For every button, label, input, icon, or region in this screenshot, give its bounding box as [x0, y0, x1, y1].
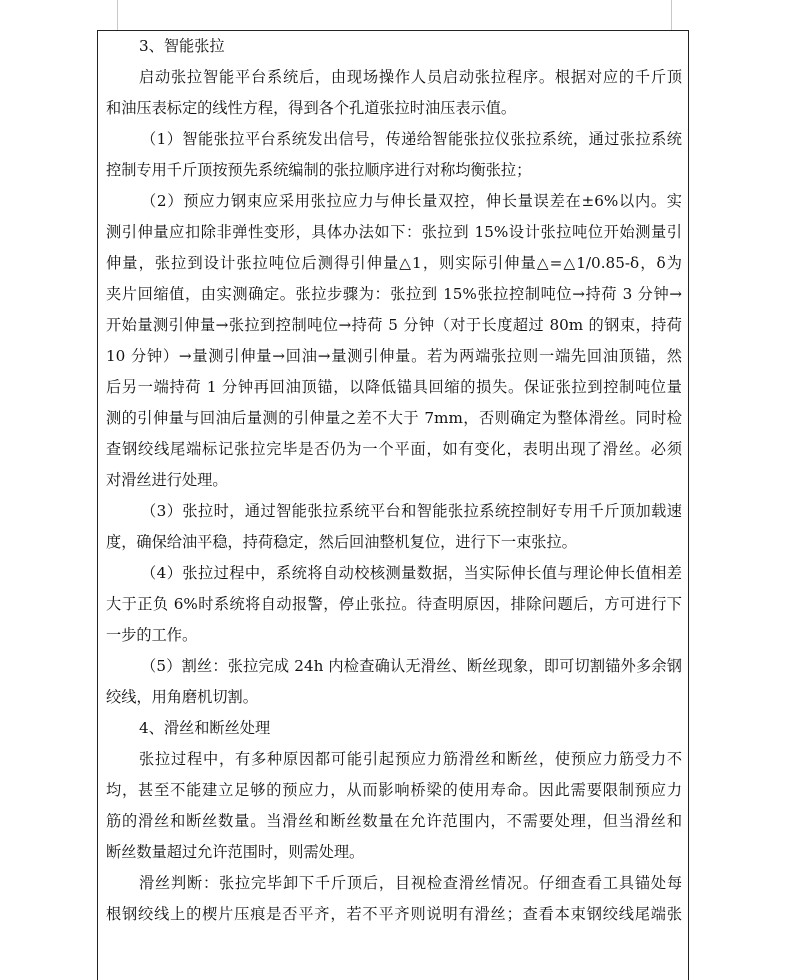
paragraph-line: 启动张拉智能平台系统后，由现场操作人员启动张拉程序。根据对应的千斤顶 [139, 68, 682, 86]
paragraph-line: （1）智能张拉平台系统发出信号，传递给智能张拉仪张拉系统，通过张拉系统 [141, 130, 682, 148]
paragraph-line: 开始量测引伸量→张拉到控制吨位→持荷 5 分钟（对于长度超过 80m 的钢束，持荷 [106, 316, 682, 334]
paragraph-line: 根钢绞线上的楔片压痕是否平齐，若不平齐则说明有滑丝；查看本束钢绞线尾端张 [106, 905, 682, 923]
paragraph-line: 测的引伸量与回油后量测的引伸量之差不大于 7mm，否则确定为整体滑丝。同时检 [106, 409, 682, 427]
paragraph-line: 测引伸量应扣除非弹性变形，具体办法如下：张拉到 15%设计张拉吨位开始测量引 [106, 223, 682, 241]
paragraph-line: 控制专用千斤顶按预先系统编制的张拉顺序进行对称均衡张拉； [106, 161, 532, 179]
paragraph-line: （4）张拉过程中，系统将自动校核测量数据，当实际伸长值与理论伸长值相差 [141, 564, 682, 582]
page-margin-guide-left [117, 0, 118, 30]
paragraph-line: 和油压表标定的线性方程，得到各个孔道张拉时油压表示值。 [106, 99, 517, 117]
document-body [106, 31, 682, 930]
paragraph-line: 断丝数量超过允许范围时，则需处理。 [106, 843, 365, 861]
paragraph-line: 大于正负 6%时系统将自动报警，停止张拉。待查明原因，排除问题后，方可进行下 [106, 595, 682, 613]
section-heading-3: 3、智能张拉 [139, 37, 225, 55]
paragraph-line: 筋的滑丝和断丝数量。当滑丝和断丝数量在允许范围内，不需要处理，但当滑丝和 [106, 812, 682, 830]
paragraph-line: 绞线，用角磨机切割。 [106, 688, 258, 706]
paragraph-line: 伸量，张拉到设计张拉吨位后测得引伸量△1，则实际引伸量△=△1/0.85-δ，δ为 [106, 254, 682, 272]
paragraph-line: 一步的工作。 [106, 626, 198, 644]
paragraph-line: 10 分钟）→量测引伸量→回油→量测引伸量。若为两端张拉则一端先回油顶锚，然 [106, 347, 682, 365]
paragraph-line: （2）预应力钢束应采用张拉应力与伸长量双控，伸长量误差在±6%以内。实 [141, 192, 682, 210]
paragraph-line: 夹片回缩值，由实测确定。张拉步骤为：张拉到 15%张拉控制吨位→持荷 3 分钟→ [106, 285, 682, 303]
paragraph-line: 对滑丝进行处理。 [106, 471, 228, 489]
paragraph-line: 后另一端持荷 1 分钟再回油顶锚，以降低锚具回缩的损失。保证张拉到控制吨位量 [106, 378, 682, 396]
paragraph-line: 张拉过程中，有多种原因都可能引起预应力筋滑丝和断丝，使预应力筋受力不 [139, 750, 682, 768]
paragraph-line: （5）割丝：张拉完成 24h 内检查确认无滑丝、断丝现象，即可切割锚外多余钢 [141, 657, 682, 675]
paragraph-line: 均，甚至不能建立足够的预应力，从而影响桥梁的使用寿命。因此需要限制预应力 [106, 781, 682, 799]
page-margin-guide-right [671, 0, 672, 30]
section-heading-4: 4、滑丝和断丝处理 [139, 719, 271, 737]
paragraph-line: 滑丝判断：张拉完毕卸下千斤顶后，目视检查滑丝情况。仔细查看工具锚处每 [139, 874, 682, 892]
paragraph-line: （3）张拉时，通过智能张拉系统平台和智能张拉系统控制好专用千斤顶加载速 [141, 502, 682, 520]
paragraph-line: 度，确保给油平稳，持荷稳定，然后回油整机复位，进行下一束张拉。 [106, 533, 577, 551]
paragraph-line: 查钢绞线尾端标记张拉完毕是否仍为一个平面，如有变化，表明出现了滑丝。必须 [106, 440, 682, 458]
document-table-cell [97, 30, 689, 980]
